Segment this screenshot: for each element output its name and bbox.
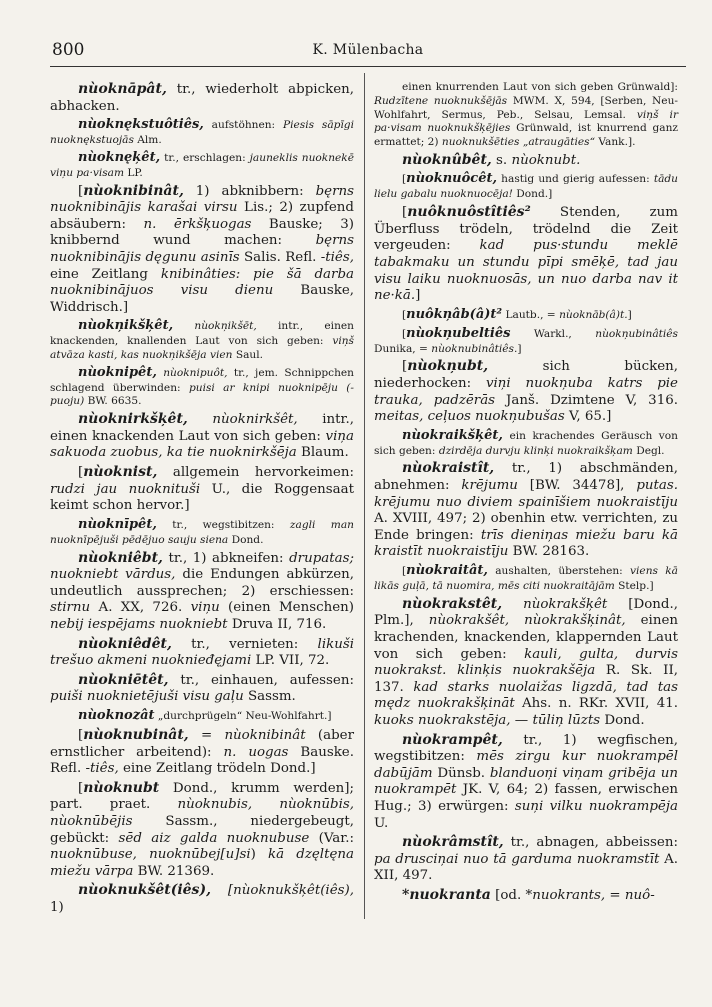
entry-text: [Dond., Plm.], (374, 596, 678, 629)
entry-text: Degl. (632, 444, 665, 457)
entry-headword: nùoknist, (83, 464, 158, 481)
entry-headword: nuôkņâb(â)t² (406, 306, 503, 322)
entry-text: einen knurrenden Laut von sich geben Grünwald]: (402, 81, 678, 93)
entry-text: Blaum. (296, 445, 349, 461)
dictionary-entry (374, 834, 678, 885)
dictionary-entry (374, 204, 678, 305)
entry-text: Salis. Refl. (239, 249, 321, 265)
entry-example: mēs zirgu kur nuokrampēl dabūjām (374, 749, 678, 781)
entry-example: nùoknipuôt, (163, 366, 228, 379)
entry-example: viņi nuokņuba katrs pie trauka, padzērās (374, 375, 678, 408)
entry-example: nuô- (624, 888, 655, 904)
entry-headword: *nuokranta (402, 887, 491, 904)
entry-text: [ (78, 465, 84, 481)
entry-headword: nùokniêbt, (78, 549, 163, 566)
entry-example: drupatas; nuokniebt vārdus, (50, 550, 354, 583)
entry-text: A. XII, 497. (374, 851, 678, 884)
entry-text: (Var.: (309, 830, 354, 846)
entry-text: ] (517, 342, 522, 355)
dictionary-entry (50, 365, 354, 409)
entry-text: LP. VII, 72. (251, 653, 330, 669)
entry-text: [ (402, 359, 408, 375)
entry-example: viens kā likās guļā, tā nuomira, mēs citi nuokraitājām (374, 565, 678, 592)
dictionary-entry (374, 563, 678, 594)
entry-example: likuši trešuo akmeni nuoknieđęjami (50, 636, 354, 669)
entry-headword: nùoknubt (83, 779, 160, 796)
entry-example: *nuokrants, (525, 888, 606, 904)
entry-headword: nùoknozât (78, 708, 155, 724)
entry-example: suņi vilku nuokrampēja (514, 799, 678, 815)
entry-example: Rudzītene nuoknukšējās (374, 94, 508, 107)
entry-headword: nùoknubinât, (83, 726, 189, 743)
entry-text: LP. (124, 166, 143, 179)
entry-example: nùokrakšêt, nùokrakšķinât, (428, 613, 626, 629)
entry-example: puiši nuoknietējuši visu gaļu (50, 689, 244, 705)
entry-text: Dünsb. (432, 765, 490, 781)
entry-example: zagli man nuoknīpējuši pēdējuo sauju siena (50, 518, 354, 546)
entry-text: Stelp.] (614, 579, 654, 592)
entry-text: sich bücken, niederhocken: (374, 359, 678, 391)
dictionary-entry (50, 183, 354, 317)
entry-headword: nùokraitât, (406, 563, 488, 579)
entry-text: „durchprügeln“ Neu-Wohlfahrt.] (154, 710, 332, 723)
entry-example: kad pus·stundu meklē tabakmaku un stundu pīpi smēķē, tad jau visu laiku nuoknuosās, un nuo darba nav it ne·kā. (374, 238, 678, 304)
entry-text: Dond., krumm werden]; part. praet. (50, 780, 354, 813)
entry-text: Saul. (232, 349, 263, 362)
entry-example: nuoknukšēties „atraugāties“ (441, 136, 595, 149)
entry-text: tr., 1) abschmänden, abnehmen: (374, 461, 678, 493)
dictionary-entry (374, 887, 678, 905)
entry-example: trīs dieniņas miežu baru kā kraistīt nuokraistīju (374, 527, 679, 560)
entry-text: ] (627, 308, 632, 321)
entry-text: A. XVIII, 497; 2) obenhin etw. verrichten, zu Ende bringen: (374, 511, 678, 543)
entry-headword: nùoknuôcêt, (406, 171, 498, 187)
left-column (50, 81, 354, 919)
entry-example: kā dzęltęna miežu vārpa (50, 847, 354, 879)
entry-text: Vank.]. (594, 136, 636, 149)
dictionary-entry (374, 81, 678, 150)
entry-text: [ (78, 727, 84, 743)
entry-example: nuoknūbuse, nuoknūbej[u]si (50, 847, 251, 863)
entry-headword: nùoknipêt, (78, 364, 157, 380)
entry-text: tr., wiederholt abpicken, abhacken. (50, 82, 354, 114)
entry-example: n. uogas (223, 744, 289, 760)
entry-headword: nùokniētêt, (78, 671, 169, 688)
page-number: 800 (52, 40, 85, 60)
columns (50, 81, 686, 919)
entry-text: [ (402, 173, 407, 186)
entry-headword: nùoknukšêt(iês), (78, 882, 211, 899)
entry-example: nùokņikšēt, (194, 320, 257, 333)
entry-example: nùokņubinâtiês (595, 327, 678, 340)
entry-example: -tiês, (320, 249, 354, 265)
entry-text: U. (374, 815, 389, 831)
entry-text: tr., 1) wegfischen, wegstibitzen: (374, 732, 678, 765)
entry-text: tr., erschlagen: (160, 151, 250, 164)
page-header (50, 40, 686, 67)
entry-example: blanduoņi viņam gribēja un nuokrampēt (374, 765, 679, 798)
dictionary-entry (374, 596, 678, 730)
entry-headword: nùoknibinât, (83, 182, 184, 199)
entry-text: R. Sk. II, 137. (374, 663, 678, 695)
entry-example: kuoks nuokrakstēja, — tūliņ lūzts (374, 712, 601, 728)
entry-text: tr., jem. Schnippchen schlagend überwinden: (50, 366, 354, 394)
entry-example: kad starks nuolaižas ligzdā, tad tas mędz nuokrakšķināt (374, 679, 678, 712)
entry-text: intr., einen knackenden, knallenden Laut von sich geben: (50, 320, 354, 348)
dictionary-entry (50, 150, 354, 181)
dictionary-entry (50, 780, 354, 881)
entry-text: tr., einhauen, aufessen: (168, 672, 354, 688)
entry-text: 1) abknibbern: (183, 183, 316, 199)
entry-example: stirnu (50, 600, 91, 616)
entry-text: aushalten, überstehen: (487, 565, 631, 578)
entry-text: s. (491, 152, 512, 168)
entry-headword: nùokraikšķêt, (402, 427, 503, 443)
dictionary-entry (50, 81, 354, 115)
dictionary-entry (374, 171, 678, 202)
entry-text: Stenden, zum Überfluss trödeln, trödelnd die Zeit vergeuden: (374, 205, 678, 254)
entry-text: intr., einen knackenden Laut von sich geben: (50, 412, 354, 444)
entry-headword: nùokrampêt, (402, 731, 503, 748)
entry-text: Lautb., = (502, 308, 560, 321)
entry-text: tr., abnagen, abbeissen: (503, 835, 678, 851)
entry-text: hastig und gierig aufessen: (497, 173, 654, 186)
entry-text: (einen Menschen) (219, 600, 354, 616)
entry-headword: nuôknuôstîtiês² (407, 204, 531, 221)
entry-example: bęrns nuoknibinājis dęgunu asinīs (50, 233, 354, 265)
entry-headword: nùokniêdêt, (78, 635, 172, 652)
entry-example: [nùoknukšķêt(iês), (227, 883, 354, 899)
entry-text: Bauske, Widdrisch.] (50, 283, 355, 315)
entry-text: = (188, 727, 225, 743)
entry-example: rudzi jau nuoknituši (50, 481, 201, 497)
entry-text: Bauske. Refl. (50, 744, 354, 777)
entry-text: Dond. (600, 712, 645, 728)
entry-example: viņu (190, 600, 220, 616)
entry-text: Dond. (228, 533, 264, 546)
dictionary-entry (50, 882, 354, 916)
entry-example: nùoknirkšêt, (212, 412, 298, 428)
entry-text: [od. (490, 888, 526, 904)
entry-headword: nùoknāpât, (78, 81, 167, 97)
dictionary-entry (50, 672, 354, 706)
dictionary-entry (374, 326, 678, 357)
entry-text: Alm. (133, 134, 162, 147)
entry-text: tr., 1) abkneifen: (162, 550, 290, 566)
entry-text: tr., vernieten: (171, 636, 318, 652)
entry-text: ] (415, 288, 421, 304)
entry-text: V, 65.] (564, 409, 612, 425)
entry-text (211, 883, 228, 898)
entry-headword: nùokrakstêt, (402, 595, 503, 612)
entry-headword: nùokņubeltiês (406, 325, 511, 341)
dictionary-entry (50, 708, 354, 725)
entry-text: [ (402, 565, 407, 578)
entry-example: nùokrakšķêt (523, 596, 608, 612)
dictionary-entry (374, 732, 678, 833)
entry-text: [ (78, 780, 84, 796)
entry-example: puisi ar knipi nuoknipēju (-puoju) (50, 381, 354, 408)
entry-text: Dunika, = (374, 342, 432, 355)
entry-text: (aber ernstlicher arbeitend): (50, 727, 354, 760)
entry-example: nùoknāb(â)t. (559, 308, 628, 321)
entry-text: Druva II, 716. (227, 617, 327, 632)
dictionary-entry (50, 727, 354, 778)
entry-text: ) (250, 847, 268, 863)
entry-text: Bauske; 3) knibbernd wund machen: (50, 216, 354, 249)
entry-example: jauneklis nuoknekē viņu pa·visam (50, 151, 354, 179)
entry-headword: nùoknûbêt, (402, 151, 492, 168)
entry-text: eine Zeitlang trödeln Dond.] (118, 761, 316, 777)
entry-text (188, 412, 213, 427)
entry-text: Sassm. (243, 689, 296, 705)
entry-example: krējumu (461, 478, 518, 493)
entry-example: -tiês, (85, 761, 119, 777)
entry-example: viņa sakuoda zuobus, ka tie nuoknirkšēja (50, 428, 354, 461)
entry-text: [ (78, 183, 84, 199)
entry-text: eine Zeitlang (50, 266, 161, 282)
entry-example: Piesis sāpīgi nuoknękstuojās (50, 119, 354, 147)
dictionary-entry (50, 318, 354, 362)
entry-example: knibinâties: pie šā darba nuoknibinājuos visu dienu (50, 266, 354, 299)
dictionary-entry (374, 358, 678, 425)
dictionary-entry (50, 517, 354, 548)
entry-example: putas. krējumu nuo diviem spainīšiem nuokraistīju (374, 478, 679, 510)
entry-headword: nùokrâmstît, (402, 834, 504, 851)
entry-text: aufstöhnen: (203, 119, 283, 132)
entry-example: viņš atvāza kasti, kas nuokņikšēja vien (50, 335, 354, 362)
entry-text: BW. 6635. (84, 395, 142, 408)
entry-example: bęrns nuoknibinājis karašai virsu (50, 183, 354, 216)
entry-text: = (605, 888, 625, 904)
entry-text: allgemein hervorkeimen: (157, 465, 354, 481)
entry-text: U., die Roggensaat keimt schon hervor.] (50, 481, 354, 514)
entry-text: [ (402, 327, 407, 340)
entry-text: [ (402, 308, 407, 321)
entry-headword: nùoknirkšķêt, (78, 411, 188, 428)
entry-headword: nùoknęķêt, (78, 149, 161, 165)
dictionary-entry (50, 464, 354, 515)
entry-example: sēd aiz galda nuoknubuse (118, 830, 310, 846)
entry-example: meitas, ceļuos nuokņubušas (374, 409, 565, 425)
entry-example: viņš ir pa·visam nuoknukšķējies (374, 108, 679, 135)
entry-text: Grünwald, ist knurrend ganz ermattet; 2) (374, 122, 679, 149)
entry-example: nùoknubis, nùoknūbis, nùoknūbējis (50, 797, 354, 829)
entry-example: nebij iespējams nuokniebt (50, 617, 228, 632)
entry-example: nùoknubt. (511, 152, 581, 168)
entry-text: Sassm., niedergebeugt, gebückt: (50, 813, 354, 846)
entry-text: A. XX, 726. (90, 600, 191, 616)
entry-example: nùoknubinâtiês. (431, 342, 518, 355)
dictionary-entry (374, 428, 678, 459)
dictionary-entry (50, 117, 354, 148)
right-column (374, 81, 678, 919)
entry-example: nùoknibinât (224, 727, 306, 743)
entry-text: die Endungen abkürzen, undeutlich aussprechen; 2) erschiessen: (50, 567, 354, 599)
dictionary-entry (374, 152, 678, 170)
entry-example: kauli, gulta, durvis nuokrakst. klinķis nuokrakšēja (374, 646, 678, 679)
entry-text: MWM. X, 594, [Serben, Neu-Wohlfahrt, Sermus, Peb., Selsau, Lemsal. (374, 94, 678, 121)
dictionary-entry (50, 636, 354, 670)
entry-text: Janš. Dzimtene V, 316. (495, 392, 678, 408)
entry-text: ein krachendes Geräusch von sich geben: (374, 429, 678, 457)
entry-text: Ahs. n. RKr. XVII, 41. (514, 696, 679, 712)
entry-headword: nùoknīpêt, (78, 516, 157, 532)
dictionary-entry (50, 550, 354, 634)
entry-text: BW. 28163. (508, 544, 590, 560)
entry-text: [ (402, 205, 408, 221)
entry-text: tr., wegstibitzen: (156, 518, 290, 531)
dictionary-entry (50, 411, 354, 462)
entry-text: Lis.; 2) zupfend absäubern: (50, 200, 355, 232)
dictionary-entry (374, 460, 678, 561)
running-head: K. Mülenbacha (312, 42, 424, 58)
entry-example: pa drusciņai nuo tā garduma nuokramstīt (374, 851, 660, 867)
entry-headword: nùokņikšķêt, (78, 318, 174, 334)
entry-text (173, 320, 194, 332)
entry-headword: nùoknękstuôtiês, (78, 117, 204, 133)
entry-text: einen krachenden, knackenden, klappernden Laut von sich geben: (374, 613, 679, 662)
entry-text: Warkl., (510, 327, 596, 340)
entry-text: [BW. 34478], (517, 478, 637, 493)
entry-text: JK. V, 64; 2) fassen, erwischen Hug.; 3) erwürgen: (374, 782, 678, 815)
entry-text: 1) (50, 900, 64, 916)
entry-text: BW. 21369. (133, 863, 215, 879)
entry-example: tādu lielu gabalu nuoknuocēja! (374, 173, 678, 201)
entry-headword: nùokņubt, (407, 358, 489, 375)
dictionary-entry (374, 307, 678, 324)
entry-text: Dond.] (512, 188, 553, 201)
entry-example: n. ērkšķuogas (143, 216, 252, 232)
entry-text (502, 597, 523, 612)
entry-headword: nùokraistît, (402, 460, 495, 477)
entry-example: dzirdēja durvju klinķi nuokraikšķam (438, 444, 633, 457)
